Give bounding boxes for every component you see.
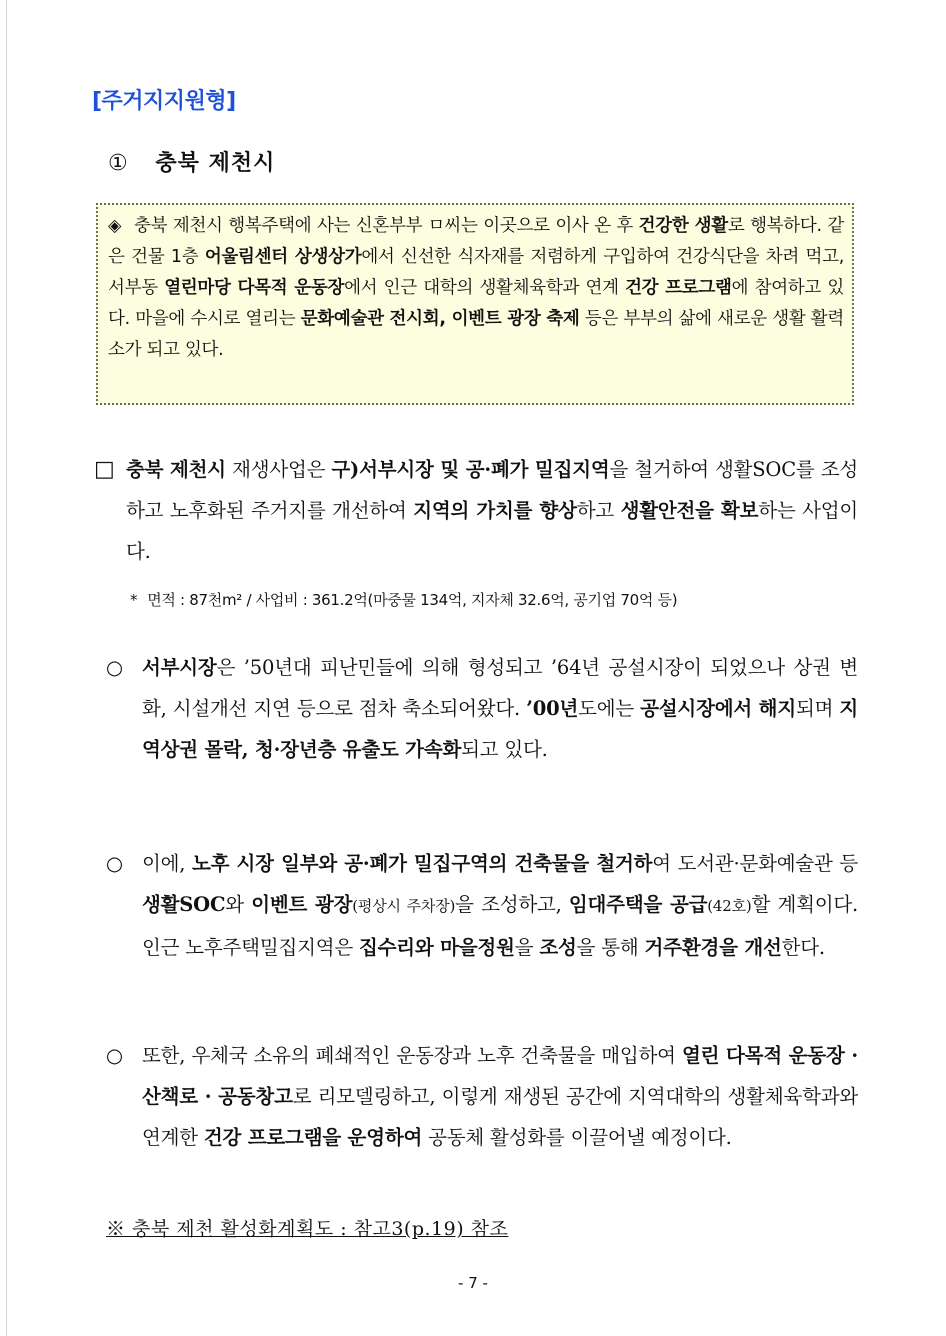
text-segment: 되며 — [795, 697, 840, 720]
bold-text-segment: 구)서부시장 및 공·폐가 밀집지역 — [331, 458, 610, 481]
text-segment: 여 도서관·문화예술관 등 — [652, 852, 858, 875]
bold-text-segment: 집수리와 마을정원 — [359, 936, 515, 959]
bold-text-segment: 건강한 생활 — [638, 216, 728, 236]
text-segment: 충북 제천시 행복주택에 사는 신혼부부 ㅁ씨는 이곳으로 이사 온 후 — [134, 216, 639, 236]
bold-text-segment: 생활SOC — [142, 893, 226, 916]
page-edge-line — [6, 0, 7, 1336]
story-text — [108, 211, 844, 366]
text-segment: 로 행복하다. 같은 건물 1층 — [108, 216, 844, 267]
text-segment: 을 통해 — [576, 936, 645, 959]
bullet-paragraph-2 — [106, 843, 858, 968]
bullet-body — [142, 647, 858, 770]
bold-text-segment: 지역의 가치를 향상 — [413, 499, 577, 522]
story-body — [108, 216, 844, 360]
text-segment: 에서 신선한 식자재를 저렴하게 구입하여 건강식단을 차려 먹고, 서부동 — [108, 247, 844, 298]
footnote-text: 면적 : 87천m² / 사업비 : 361.2억(마중물 134억, 지자체 32.6억, 공기업 70억 등) — [147, 591, 678, 609]
circle-bullet-icon: ○ — [106, 656, 123, 679]
bold-text-segment: 건강 프로그램을 운영하여 — [203, 1126, 423, 1149]
text-segment: 로 리모델링하고, 이렇게 재생된 공간에 지역대학의 생활체육학과와 연계한 — [142, 1085, 858, 1149]
bold-text-segment: 건강 프로그램 — [625, 278, 732, 298]
main-paragraph — [94, 449, 858, 572]
bullet-body — [142, 1035, 858, 1158]
text-segment: (평상시 주차장) — [352, 897, 456, 915]
text-segment: 에 참여하고 있다. 마을에 수시로 열리는 — [108, 278, 845, 329]
circle-bullet-icon: ○ — [106, 852, 123, 875]
text-segment: (42호) — [707, 897, 752, 915]
text-segment: 이에, — [142, 852, 192, 875]
page-number: - 7 - — [458, 1274, 488, 1292]
diamond-bullet-icon: ◈ — [108, 216, 122, 236]
story-box — [96, 203, 854, 405]
footnote — [130, 589, 677, 610]
section-tag: [주거지지원형] — [92, 89, 236, 114]
text-segment: 을 — [514, 936, 540, 959]
bold-text-segment: ’00년 — [526, 697, 579, 720]
bold-text-segment: 서부시장 — [142, 656, 217, 679]
bold-text-segment: 열린마당 다목적 운동장 — [164, 278, 345, 298]
bold-text-segment: 어울림센터 상생상가 — [204, 247, 362, 267]
text-segment: 할 계획이다. 인근 노후주택밀집지역은 — [142, 893, 858, 959]
text-segment: 등은 부부의 삶에 새로운 생활 활력소가 되고 있다. — [108, 309, 844, 360]
bold-text-segment: 충북 제천시 — [126, 458, 226, 481]
bold-text-segment: 노후 시장 일부와 공·폐가 밀집구역의 건축물을 철거하 — [191, 852, 653, 875]
bullet-body — [142, 843, 858, 968]
text-segment: 와 — [225, 893, 252, 916]
main-body — [126, 449, 858, 572]
bold-text-segment: 조성 — [539, 936, 577, 959]
circle-bullet-icon: ○ — [106, 1044, 123, 1067]
text-segment: 한다. — [781, 936, 825, 959]
text-segment: 하는 사업이다. — [126, 499, 858, 563]
text-segment: 또한, 우체국 소유의 폐쇄적인 운동장과 노후 건축물을 매입하여 — [142, 1044, 682, 1067]
text-segment: 재생사업은 — [225, 458, 332, 481]
bold-text-segment: 공설시장에서 해지 — [640, 697, 796, 720]
bullet-paragraph-1 — [106, 647, 858, 770]
text-segment: 을 조성하고, — [455, 893, 569, 916]
asterisk-marker: * — [130, 591, 138, 609]
subsection-number: ① — [108, 151, 129, 176]
subsection-title — [108, 146, 275, 177]
text-segment: 을 철거하여 생활SOC를 조성하고 노후화된 주거지를 개선하여 — [126, 458, 858, 522]
bold-text-segment: 열린 다목적 운동장 · 산책로 · 공동창고 — [142, 1044, 858, 1108]
text-segment: 도에는 — [578, 697, 641, 720]
bold-text-segment: 거주환경을 개선 — [644, 936, 782, 959]
bullet-paragraph-3 — [106, 1035, 858, 1158]
bold-text-segment: 이벤트 광장 — [251, 893, 353, 916]
bold-text-segment: 생활안전을 확보 — [620, 499, 759, 522]
subsection-name: 충북 제천시 — [155, 151, 276, 176]
bold-text-segment: 임대주택을 공급 — [568, 893, 708, 916]
text-segment: 하고 — [576, 499, 621, 522]
text-segment: 되고 있다. — [461, 738, 548, 761]
checkbox-square-icon: □ — [94, 457, 115, 482]
bold-text-segment: 지역상권 몰락, 청·장년층 유출도 가속화 — [142, 697, 858, 761]
text-segment: 은 ’50년대 피난민들에 의해 형성되고 ’64년 공설시장이 되었으나 상권 변화, 시설개선 지연 등으로 점차 축소되어왔다. — [142, 656, 858, 720]
text-segment: 공동체 활성화를 이끌어낼 예정이다. — [422, 1126, 732, 1149]
text-segment: 에서 인근 대학의 생활체육학과 연계 — [344, 278, 626, 298]
reference-note: ※ 충북 제천 활성화계획도 : 참고3(p.19) 참조 — [106, 1218, 509, 1240]
bold-text-segment: 문화예술관 전시회, 이벤트 광장 축제 — [300, 309, 580, 329]
